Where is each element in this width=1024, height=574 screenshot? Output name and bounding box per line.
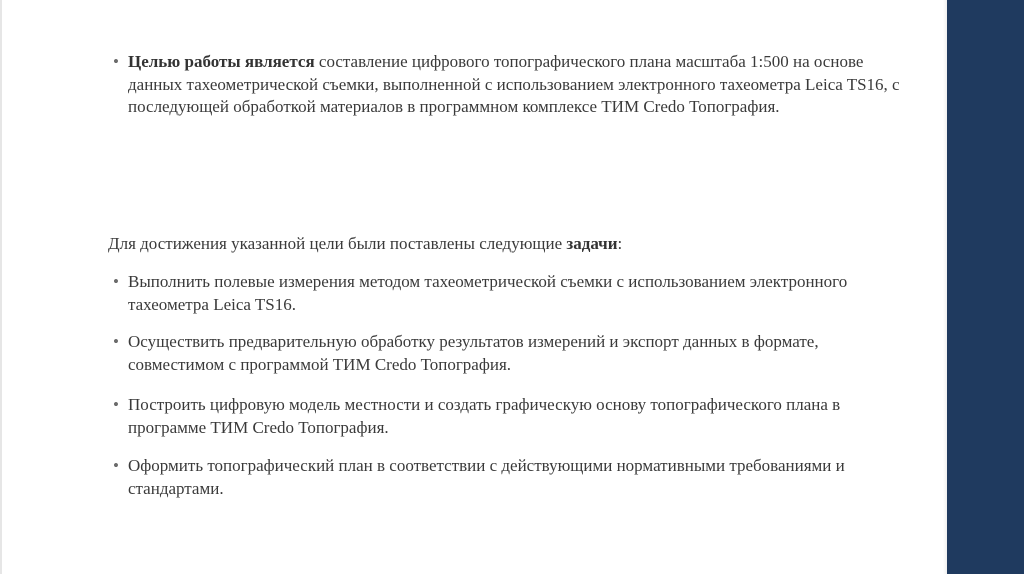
goal-paragraph — [108, 51, 908, 119]
task-list-item — [108, 455, 908, 500]
bullet-icon: • — [113, 332, 119, 351]
bullet-icon: • — [113, 395, 119, 414]
bullet-icon: • — [113, 272, 119, 291]
tasks-intro — [108, 233, 622, 255]
task-text-block — [108, 455, 908, 500]
bullet-icon: • — [113, 52, 119, 71]
task-text-block — [108, 331, 908, 376]
goal-bold-lead: Целью работы является — [128, 52, 315, 71]
slide-left-edge — [0, 0, 2, 574]
side-accent-panel — [947, 0, 1024, 574]
task-text: Осуществить предварительную обработку результатов измерений и экспорт данных в формате, совместимом с программой ТИМ Credo Топография. — [128, 332, 819, 374]
goal-text: составление цифрового топографического плана масштаба 1:500 на основе данных тахеометрической съемки, выполненной с использованием электронного тахеометра Leica TS16, с последующей обработкой материалов в программном комплексе ТИМ Credo Топография. — [128, 52, 900, 116]
goal-bullet-item — [108, 51, 908, 119]
tasks-intro-after: : — [617, 234, 623, 253]
task-text-block — [108, 394, 908, 439]
task-list-item — [108, 331, 908, 376]
task-text: Оформить топографический план в соответствии с действующими нормативными требованиями и стандартами. — [128, 456, 845, 498]
tasks-intro-before: Для достижения указанной цели были поставлены следующие — [108, 234, 567, 253]
bullet-icon: • — [113, 456, 119, 475]
task-text-block — [108, 271, 908, 316]
task-list-item — [108, 271, 908, 316]
task-list-item — [108, 394, 908, 439]
task-text: Выполнить полевые измерения методом тахеометрической съемки с использованием электронного тахеометра Leica TS16. — [128, 272, 848, 314]
task-text: Построить цифровую модель местности и создать графическую основу топографического плана в программе ТИМ Credo Топография. — [128, 395, 841, 437]
tasks-intro-bold: задачи — [566, 234, 618, 253]
